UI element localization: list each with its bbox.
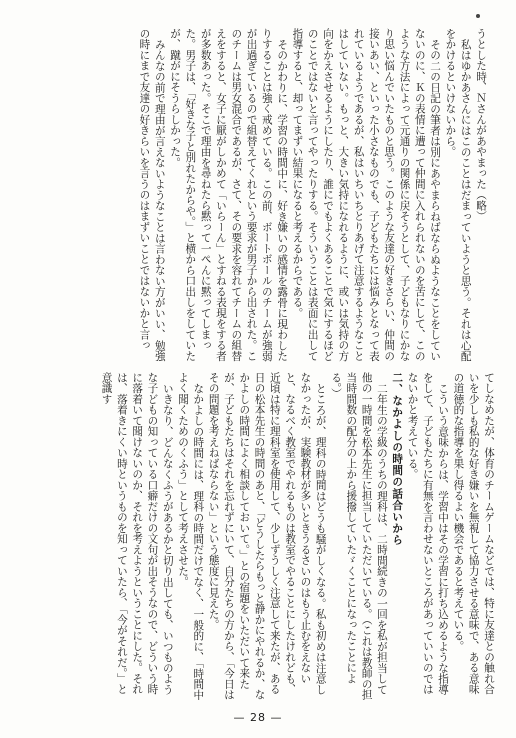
paragraph-continued: みんなの前で理由が言えないようなことは言わない方がいい、勉強の時にまで友達の好きらいを言うのはまずいことではないかと言っ — [138, 28, 166, 362]
paragraph-guidance: こういう意味からは、学習中はその学習に打ち込めるような指導をして、子どもたちに有無を言わせないところがあっていいのではないかと考えている。 — [406, 372, 450, 695]
paragraph-commentary: その二の日記の筆者は別にあやまらねばならぬようなことをしていないのに、Ｋの表情に遭って仲間に入れられないのを苦にして、このような方法によって元通りの関係に戻そうとして、子どもなりにかなり思い悩んでいたものと思う。このような友達の好きさらい、仲間の接いあい、といった小さなものでも、子どもたちには悩みとなって表れているようであるが、私はいちいちとりあげて注意するようなことはしていない。もっと、大きい気持になれるように、或いは気持の方向をかえさせるようにしたり、誰にでもよくあることで気にするほどのことではないと言ってやったりする。そういうことは表面に出して指導すると、却ってまずい結果になると考えるからである。 — [291, 28, 442, 362]
paragraph-noise: ところが、理科の時間はどうも騒がしくなる。私も初めは注意しなかったが、実験教材が多いときうるさいのはもう止むをえないと、なるべく教室でやれるものは教室でやることにしたけれども、近頃は特に理科室を使用して、少しずうしく注意して来たが、ある日の松本先生の時間のあと、「どうしたらもっと静かにやれるか、なかよしの時間によく相談しておいて。」との宿題をいただいて来たが、子どもたちはそれを忘れずにいて、自分たちの方から、「今日はその問題を考えねばならない」という態度に見えた。 — [207, 372, 327, 700]
upper-text-block — [48, 28, 488, 364]
paragraph-nakayoshi: なかよしの時間には、理科の時間だけでなく、一般的に、「時間中よく聞くためのくふう」として考えさせた。 — [177, 372, 205, 700]
corner-mark — [476, 14, 480, 18]
paragraph-continuation: てしなめたが、体育のチームゲームなどでは、特に友達との触れ合いを少しも私的な好き嫌いを無視して協力させる意味で、ある意味の道徳的な指導を果し得るよい機会であると考えている。 — [452, 372, 495, 695]
page-number: — 28 — — [233, 711, 283, 724]
section-heading: 二、なかよしの時間の話合いから — [391, 372, 404, 546]
paragraph-science-class: 二年生の学級のうちの理科は、二時間続きの一回を私が担当して他の一時間を松本先生に担当していただいている。（これは教師の担当時間数の配分の上から援撥していたゞくことになったことによる。） — [330, 372, 388, 700]
paragraph-learning-time: そのかわりに、学習の時間中に、好き嫌いの感情を露骨に現わしたりすることは強く戒めている。この前、ボートボールのチームが強弱が出過ぎているので組替えてくれという要求が男子から出された。このチームは男女混合であるが、さて、その要求を容れてチームの組替えをすると、女子に厭がしかめて「いらーん」とすねる表現をする者が多数あった。そこで理由を尋ねたら黙って一ぺんに黙ってしまった。男子は、「好きな子と別れたからや。」と横から口出しをしていたが、蹴がにそうらしかった。 — [169, 28, 289, 362]
paragraph-quote-end: うとした時、Ｎさんがあやまった（略） — [475, 28, 487, 222]
paragraph-diary-note: 私はゆかあさんにはこのことはだまっていようと思う。それは心配をかけるといけないから。 — [444, 28, 472, 362]
paragraph-approach: いきなり、どんなくふうがあるかと切り出しても、いつものような子どもの知っている口癖だけの文句が出そうなので、どういう時に落着いて聞けないのか、それを考えようということにした。それは、落着きにくい時というものを知っていたら、「今がそれだ。」と意識す — [100, 372, 174, 695]
lower-text-block — [40, 372, 496, 700]
